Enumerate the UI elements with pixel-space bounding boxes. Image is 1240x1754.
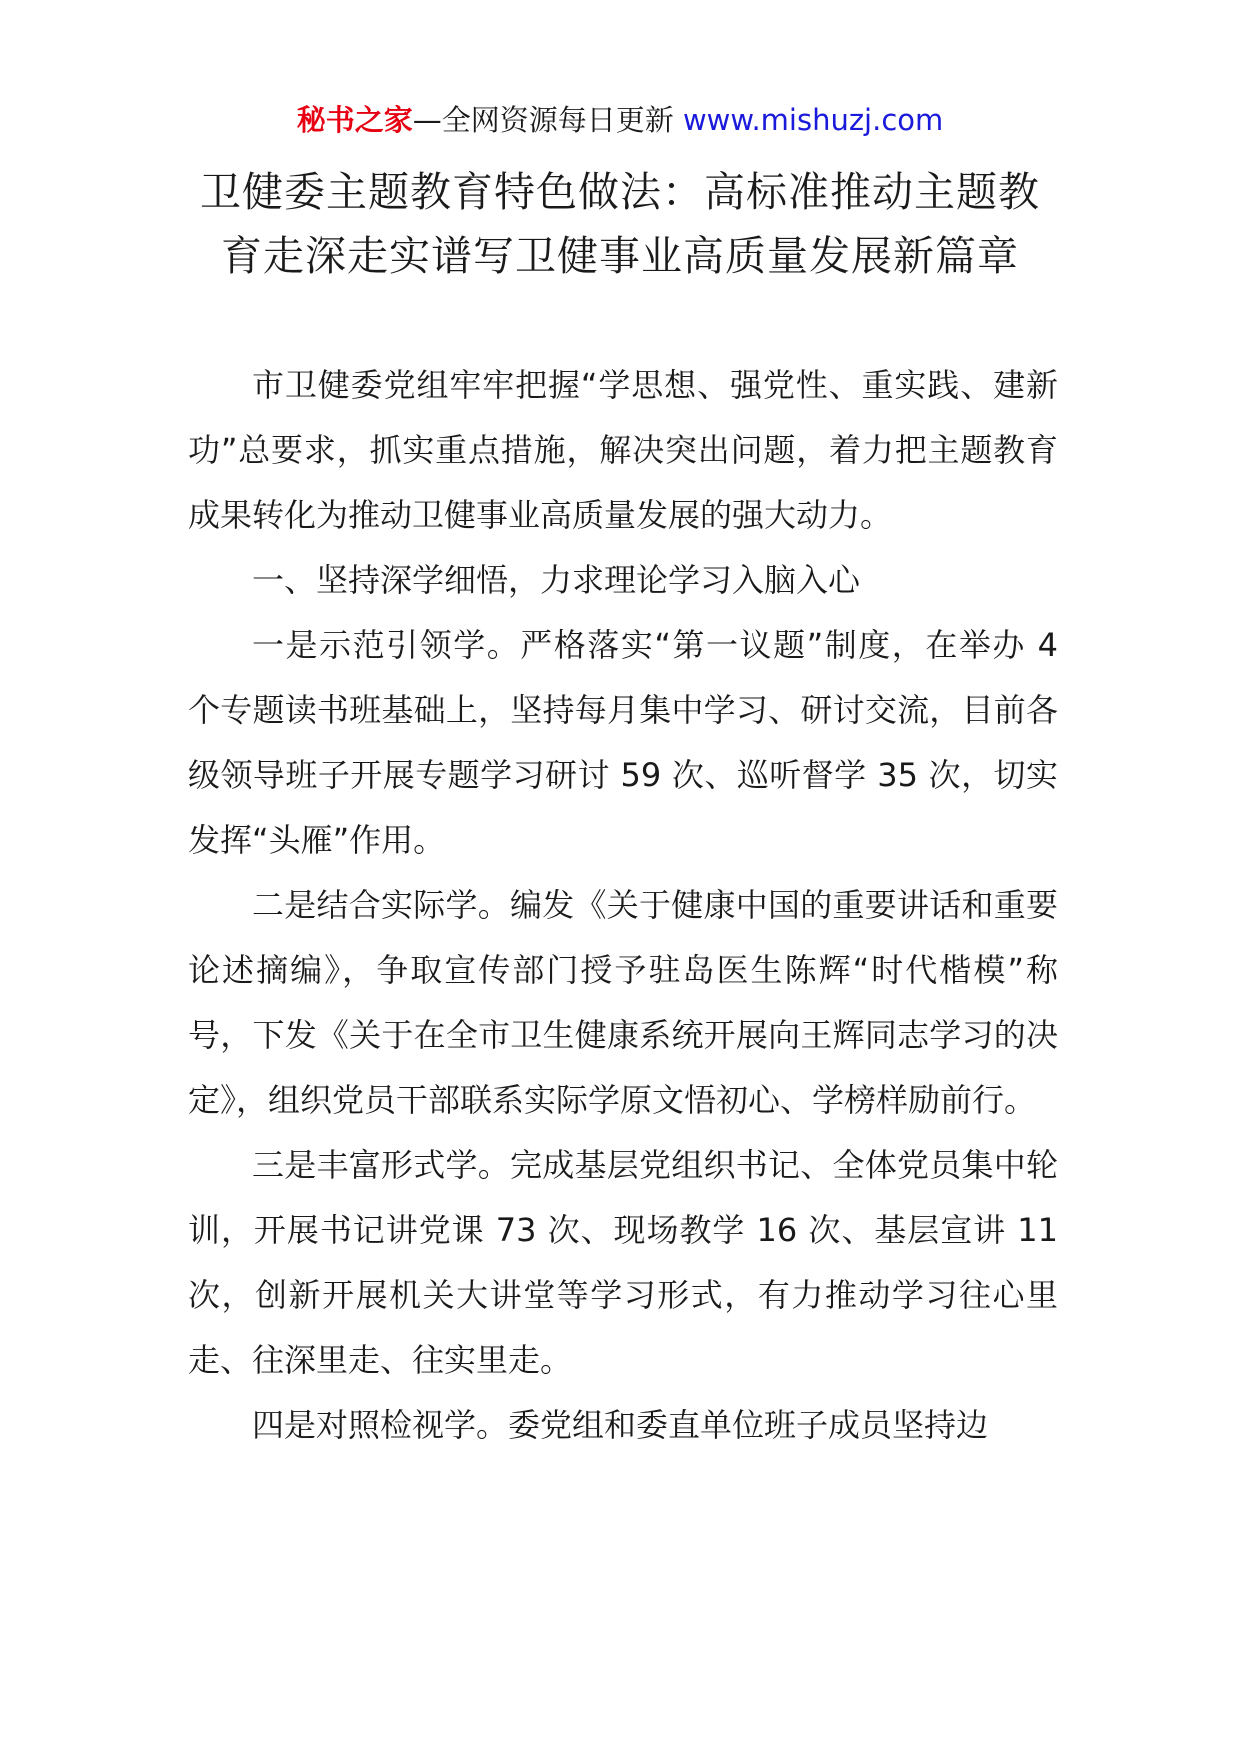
- document-title: [150, 160, 1090, 288]
- document-body: [188, 353, 1058, 1458]
- brand-name: 秘书之家: [296, 103, 413, 137]
- body-paragraph: 四是对照检视学。委党组和委直单位班子成员坚持边: [252, 1406, 989, 1444]
- header-tagline: —全网资源每日更新: [412, 103, 674, 137]
- body-paragraph: 二是结合实际学。编发《关于健康中国的重要讲话和重要论述摘编》，争取宣传部门授予驻岛医生陈辉“时代楷模”称号，下发《关于在全市卫生健康系统开展向王辉同志学习的决定》，组织党员干部联系实际学原文悟初心、学榜样励前行。: [188, 886, 1058, 1119]
- body-paragraph: 三是丰富形式学。完成基层党组织书记、全体党员集中轮训，开展书记讲党课 73 次、现场教学 16 次、基层宣讲 11 次，创新开展机关大讲堂等学习形式，有力推动学习往心里走、往深里走、往实里走。: [188, 1146, 1058, 1379]
- section-heading: 一、坚持深学细悟，力求理论学习入脑入心: [252, 561, 861, 599]
- site-header: [0, 100, 1240, 140]
- intro-paragraph: 市卫健委党组牢牢把握“学思想、强党性、重实践、建新功”总要求，抓实重点措施，解决突出问题，着力把主题教育成果转化为推动卫健事业高质量发展的强大动力。: [188, 366, 1058, 534]
- title-line-2: 育走深走实谱写卫健事业高质量发展新篇章: [221, 232, 1019, 280]
- body-paragraph: 一是示范引领学。严格落实“第一议题”制度，在举办 4 个专题读书班基础上，坚持每月集中学习、研讨交流，目前各级领导班子开展专题学习研讨 59 次、巡听督学 35 次，切实发挥“头雁”作用。: [188, 626, 1058, 859]
- title-line-1: 卫健委主题教育特色做法：高标准推动主题教: [200, 168, 1040, 216]
- site-url-link[interactable]: www.mishuzj.com: [682, 103, 944, 137]
